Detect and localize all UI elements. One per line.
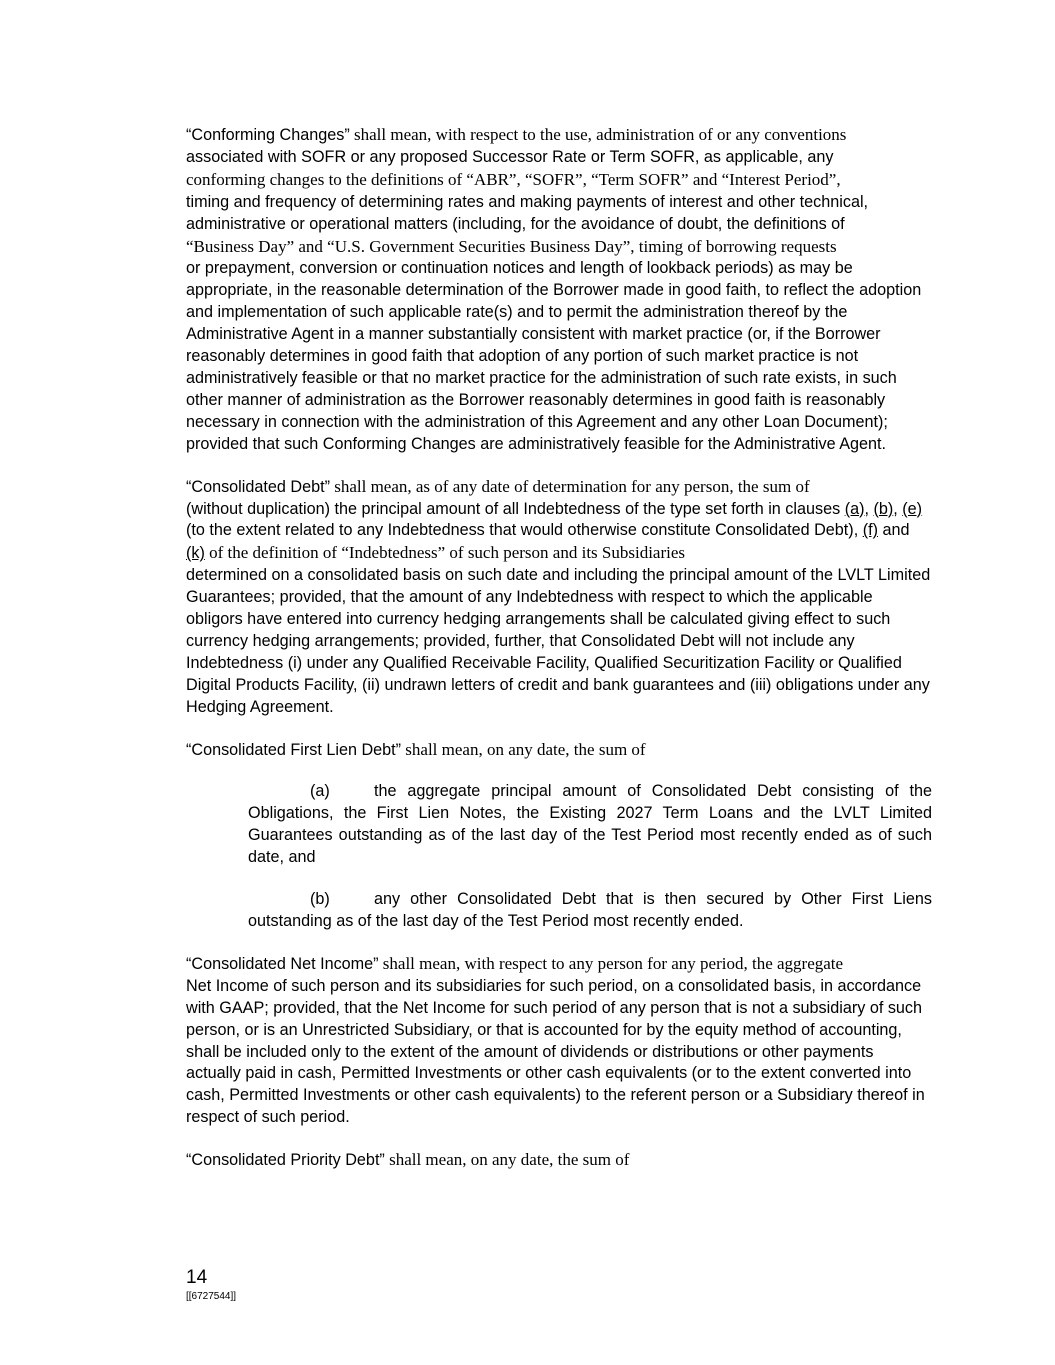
text-run: timing and frequency of determining rates and making payments of interest and other technical, administrative or operational matters (including, for the avoidance of doubt, the definitions of [186,192,869,233]
subclause-label: (a) [310,782,330,801]
text-run: “Business Day” and “U.S. Government Securities Business Day”, timing of borrowing requests [186,236,837,256]
text-run: (without duplication) the principal amount of all Indebtedness of the type set forth in clauses [186,499,845,518]
definition-consolidated-first-lien-debt [186,739,932,762]
subclause-b [248,889,932,933]
text-run: or prepayment, conversion or continuation notices and length of lookback periods) as may be appropriate, in the reasonable determination of the Borrower made in good faith, to reflect the adoption and implementation of such applicable rate(s) and to permit the administration thereof by the Administrative Agent in a manner substantially consistent with market practice (or, if the Borrower reasonably determines in good faith that adoption of any portion of such market practice is not administratively feasible or that no market practice for the administration of such rate exists, in such other manner of administration as the Borrower reasonably determines in good faith is reasonably necessary in connection with the administration of this Agreement and any other Loan Document); provided that such Conforming Changes are administratively feasible for the Administrative Agent. [186,259,922,453]
definition-consolidated-net-income [186,953,932,1129]
subclause-label: (b) [310,890,330,909]
text-run: , [864,499,874,518]
text-run: shall mean, on any date, the sum of [401,739,646,759]
definition-consolidated-debt [186,476,932,719]
clause-ref-e: (e) [902,499,923,518]
text-run: shall mean, on any date, the sum of [384,1150,630,1170]
text-run: Net Income of such person and its subsidiaries for such period, on a consolidated basis, in accordance with GAAP; provided, that the Net Income for such period of any person that is not a subsidiary of such person, or is an Unrestricted Subsidiary, or that is accounted for by the equity method of accounting, shall be included only to the extent of the amount of dividends or distributions or other payments actually paid in cash, Permitted Investments or other cash equivalents (or to the extent converted into cash, Permitted Investments or other cash equivalents) to the referent person or a Subsidiary thereof in respect of such period. [186,976,925,1127]
text-run: shall mean, as of any date of determination for any person, the sum of [329,476,810,496]
defined-term: “Consolidated First Lien Debt” [186,740,402,759]
text-run: shall mean, with respect to the use, administration of or any conventions [349,125,847,144]
text-run: shall mean, with respect to any person for any period, the aggregate [378,953,844,973]
clause-ref-b: (b) [873,499,894,518]
definition-conforming-changes [186,124,932,456]
text-run: associated with SOFR or any proposed Successor Rate or Term SOFR, as applicable, any [186,147,834,166]
clause-ref-k: (k) [186,544,205,563]
subclause-text: the aggregate principal amount of Consolidated Debt consisting of the Obligations, the First Lien Notes, the Existing 2027 Term Loans and the LVLT Limited Guarantees outstanding as of the last day of the Test Period most recently ended as of such date, and [248,782,932,867]
text-run: and [877,521,910,540]
document-id: [[6727544]] [186,1291,237,1302]
definition-consolidated-priority-debt [186,1149,932,1172]
document-body [186,124,932,1192]
text-run: , [893,499,903,518]
defined-term: “Consolidated Debt” [186,477,330,496]
defined-term: “Conforming Changes” [186,126,350,144]
defined-term: “Consolidated Net Income” [186,954,379,973]
text-run: (to the extent related to any Indebtedness that would otherwise constitute Consolidated Debt), [186,521,863,540]
clause-ref-f: (f) [862,521,878,540]
subclause-text: any other Consolidated Debt that is then secured by Other First Liens outstanding as of the last day of the Test Period most recently ended. [248,890,932,930]
clause-ref-a: (a) [844,499,865,518]
text-run: of the definition of “Indebtedness” of such person and its Subsidiaries [204,543,686,563]
defined-term: “Consolidated Priority Debt” [186,1151,385,1170]
subclause-a [248,781,932,869]
page-number: 14 [186,1267,208,1288]
text-run: determined on a consolidated basis on such date and including the principal amount of the LVLT Limited Guarantees; provided, that the amount of any Indebtedness with respect to which the applicable obligors have entered into currency hedging arrangements shall be calculated giving effect to such currency hedging arrangements; provided, further, that Consolidated Debt will not include any Indebtedness (i) under any Qualified Receivable Facility, Qualified Securitization Facility or Qualified Digital Products Facility, (ii) undrawn letters of credit and bank guarantees and (iii) obligations under any Hedging Agreement. [186,566,931,716]
text-run: conforming changes to the definitions of “ABR”, “SOFR”, “Term SOFR” and “Interest Period”, [186,169,841,189]
